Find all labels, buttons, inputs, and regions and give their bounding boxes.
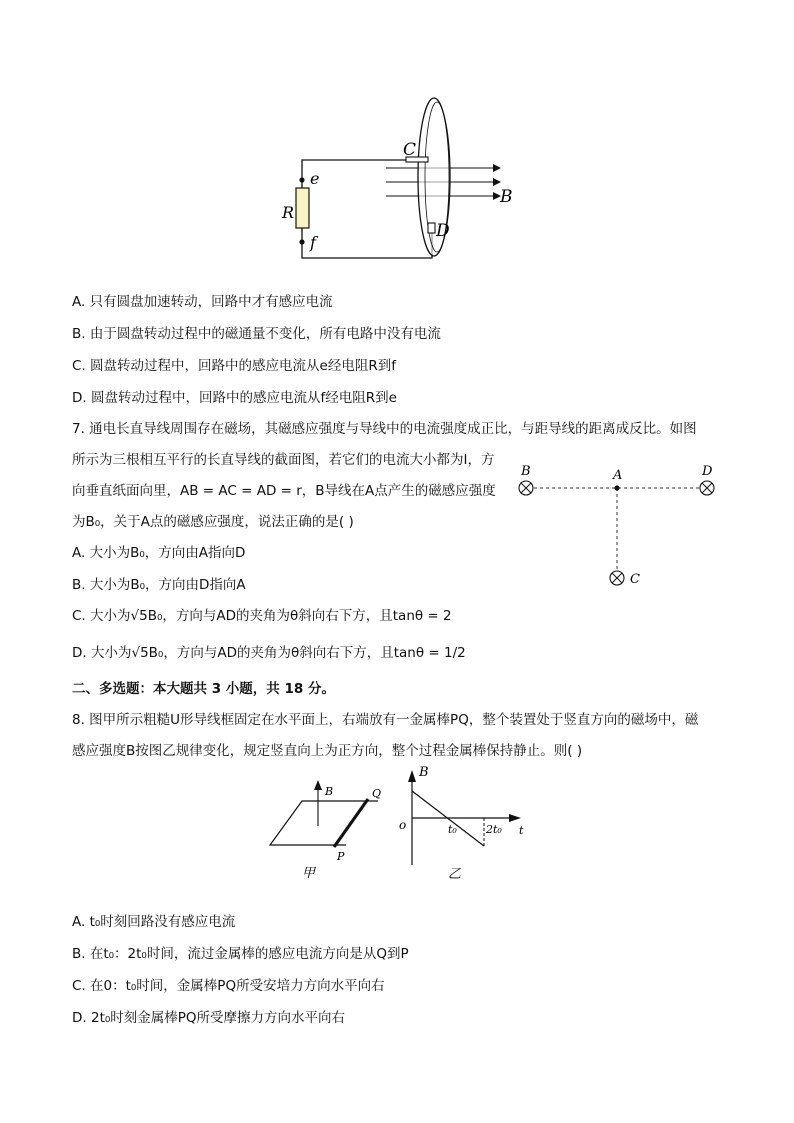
three-wire-figure [510,462,730,592]
q7-stem-line-2: 所示为三根相互平行的长直导线的截面图，若它们的电流大小都为I，方 [72,452,495,468]
label-D: D [702,464,713,479]
label-2t0: 2t₀ [486,823,502,836]
circuit-wire [302,160,432,258]
u-frame-figure [262,770,402,882]
caption-jia: 甲 [302,866,316,881]
brush-D [428,223,435,233]
section-heading: 二、多选题：本大题共 3 小题，共 18 分。 [72,681,335,697]
q7-stem-line-1: 7. 通电长直导线周围存在磁场，其磁感应强度与导线中的电流强度成正比，与距导线的距离成反比。如图 [72,421,697,437]
q8-stem-line-1: 8. 图甲所示粗糙U形导线框固定在水平面上，右端放有一金属棒PQ，整个装置处于竖直方向的磁场中，磁 [72,712,699,728]
label-f: f [310,233,316,252]
label-R: R [282,203,295,222]
q7-option-d: D. 大小为√5B₀，方向与AD的夹角为θ斜向右下方，且tanθ = 1/2 [72,645,466,661]
q8-option-a: A. t₀时刻回路没有感应电流 [72,914,236,930]
b-t-graph-figure [395,760,535,885]
label-B: B [500,187,513,207]
label-o: o [399,818,407,832]
resistor-R [296,188,309,228]
q8-option-d: D. 2t₀时刻金属棒PQ所受摩擦力方向水平向右 [72,1010,346,1026]
label-A: A [613,468,623,483]
q6-option-a: A. 只有圆盘加速转动，回路中才有感应电流 [72,294,333,310]
q6-option-d: D. 圆盘转动过程中，回路中的感应电流从f经电阻R到e [72,390,397,406]
q7-option-c: C. 大小为√5B₀，方向与AD的夹角为θ斜向右下方，且tanθ = 2 [72,608,452,624]
disk-circuit-figure [278,92,528,262]
label-B: B [521,464,531,479]
label-P: P [337,850,345,863]
q6-option-b: B. 由于圆盘转动过程中的磁通量不变化，所有电路中没有电流 [72,326,441,342]
q7-stem-line-4: 为B₀，关于A点的磁感应强度，说法正确的是( ) [72,514,354,530]
q7-option-b: B. 大小为B₀，方向由D指向A [72,577,246,593]
label-t0: t₀ [448,823,457,836]
label-e: e [310,169,320,188]
terminal-e [299,177,304,182]
label-B: B [419,765,429,780]
q6-option-c: C. 圆盘转动过程中，回路中的感应电流从e经电阻R到f [72,358,396,374]
wire-B-into-page [519,481,533,495]
label-C: C [403,140,417,160]
q8-stem-line-2: 感应强度B按图乙规律变化，规定竖直向上为正方向，整个过程金属棒保持静止。则( ) [72,743,583,759]
label-D: D [436,221,450,241]
caption-yi: 乙 [448,867,462,882]
label-t: t [519,824,524,837]
label-C: C [630,572,640,587]
wire-C-into-page [610,571,624,585]
terminal-f [299,239,304,244]
metal-rod-PQ [334,799,368,847]
label-Q: Q [372,787,382,800]
label-B: B [325,785,334,798]
q8-option-b: B. 在t₀：2t₀时间，流过金属棒的感应电流方向是从Q到P [72,946,409,962]
q7-option-a: A. 大小为B₀，方向由A指向D [72,545,246,561]
wire-D-into-page [700,481,714,495]
q8-option-c: C. 在0：t₀时间，金属棒PQ所受安培力方向水平向右 [72,978,385,994]
point-A [614,485,619,490]
q7-stem-line-3: 向垂直纸面向里，AB = AC = AD = r，B导线在A点产生的磁感应强度 [72,483,496,499]
